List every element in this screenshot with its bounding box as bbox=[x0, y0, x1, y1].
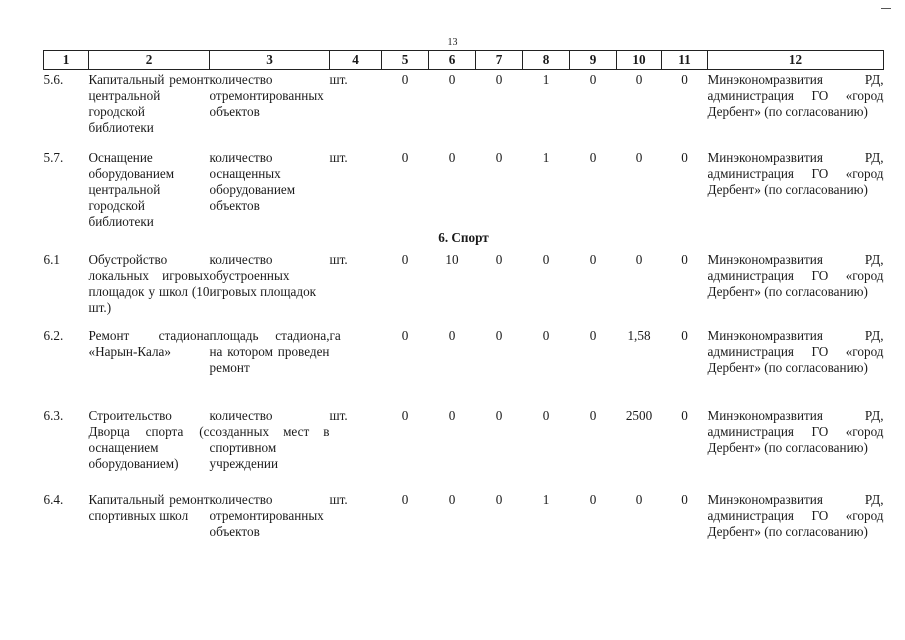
value-col-10: 0 bbox=[635, 72, 643, 87]
value-col-8: 1 bbox=[542, 150, 550, 165]
value-col-7: 0 bbox=[495, 150, 503, 165]
responsible: Минэкономразвития РД, администрация ГО «город Дербент» (по согласованию) bbox=[707, 252, 884, 299]
value-col-9: 0 bbox=[589, 252, 597, 267]
measure-name: Капитальный ремонт спортивных школ bbox=[88, 492, 210, 523]
header-row bbox=[44, 51, 884, 70]
value-col-10: 2500 bbox=[625, 408, 653, 423]
value-col-6: 0 bbox=[448, 492, 456, 507]
unit: га bbox=[329, 328, 341, 343]
responsible: Минэкономразвития РД, администрация ГО «город Дербент» (по согласованию) bbox=[707, 408, 884, 455]
table-row-6-2 bbox=[44, 326, 884, 406]
responsible: Минэкономразвития РД, администрация ГО «город Дербент» (по согласованию) bbox=[707, 72, 884, 119]
value-col-6: 0 bbox=[448, 328, 456, 343]
table-row-6-4 bbox=[44, 490, 884, 558]
value-col-5: 0 bbox=[401, 408, 409, 423]
value-col-7: 0 bbox=[495, 408, 503, 423]
header-col-4: 4 bbox=[330, 51, 382, 70]
value-col-11: 0 bbox=[681, 252, 688, 267]
value-col-9: 0 bbox=[589, 492, 597, 507]
value-col-11: 0 bbox=[681, 150, 688, 165]
header-col-6: 6 bbox=[429, 51, 476, 70]
value-col-11: 0 bbox=[681, 492, 688, 507]
value-col-10: 0 bbox=[635, 150, 643, 165]
measure-name: Обустройство локальных игровых площадок у школ (10 шт.) bbox=[88, 252, 210, 315]
value-col-7: 0 bbox=[495, 72, 503, 87]
row-number: 5.6. bbox=[43, 72, 64, 87]
unit: шт. bbox=[329, 150, 348, 165]
unit: шт. bbox=[329, 72, 348, 87]
value-col-10: 0 bbox=[635, 252, 643, 267]
header-col-5: 5 bbox=[382, 51, 429, 70]
value-col-9: 0 bbox=[589, 72, 597, 87]
header-col-3: 3 bbox=[210, 51, 330, 70]
value-col-11: 0 bbox=[681, 328, 688, 343]
measure-name: Капитальный ремонт центральной городской библиотеки bbox=[88, 72, 210, 135]
row-number: 6.4. bbox=[43, 492, 64, 507]
value-col-10: 0 bbox=[635, 492, 643, 507]
value-col-6: 0 bbox=[448, 72, 456, 87]
table-row-5-6 bbox=[44, 70, 884, 149]
row-number: 6.1 bbox=[43, 252, 60, 267]
scan-edge-mark bbox=[881, 0, 891, 9]
indicator: количество оснащенных оборудованием объектов bbox=[209, 150, 296, 213]
value-col-9: 0 bbox=[589, 408, 597, 423]
value-col-8: 0 bbox=[542, 408, 550, 423]
row-number: 6.3. bbox=[43, 408, 64, 423]
unit: шт. bbox=[329, 492, 348, 507]
header-col-11: 11 bbox=[662, 51, 708, 70]
header-col-1: 1 bbox=[44, 51, 89, 70]
indicator: количество созданных мест в спортивном учреждении bbox=[209, 408, 330, 471]
table-row-6-3 bbox=[44, 406, 884, 490]
row-number: 6.2. bbox=[43, 328, 64, 343]
value-col-6: 10 bbox=[445, 252, 459, 267]
responsible: Минэкономразвития РД, администрация ГО «город Дербент» (по согласованию) bbox=[707, 150, 884, 197]
value-col-9: 0 bbox=[589, 328, 597, 343]
unit: шт. bbox=[329, 408, 348, 423]
value-col-8: 1 bbox=[542, 492, 550, 507]
section-title: 6. Спорт bbox=[438, 230, 489, 245]
header-col-7: 7 bbox=[476, 51, 523, 70]
value-col-10: 1,58 bbox=[627, 328, 651, 343]
header-col-8: 8 bbox=[523, 51, 570, 70]
table-row-5-7 bbox=[44, 148, 884, 230]
value-col-8: 0 bbox=[542, 252, 550, 267]
value-col-7: 0 bbox=[495, 328, 503, 343]
value-col-5: 0 bbox=[401, 492, 409, 507]
header-col-9: 9 bbox=[570, 51, 617, 70]
indicator: количество обустроенных игровых площадок bbox=[209, 252, 317, 299]
value-col-5: 0 bbox=[401, 150, 409, 165]
value-col-9: 0 bbox=[589, 150, 597, 165]
responsible: Минэкономразвития РД, администрация ГО «город Дербент» (по согласованию) bbox=[707, 328, 884, 375]
header-col-2: 2 bbox=[89, 51, 210, 70]
value-col-6: 0 bbox=[448, 150, 456, 165]
measure-name: Ремонт стадиона «Нарын-Кала» bbox=[88, 328, 210, 359]
program-table bbox=[43, 50, 884, 558]
measure-name: Строительство Дворца спорта (с оснащением оборудованием) bbox=[88, 408, 210, 471]
section-row bbox=[44, 230, 884, 250]
row-number: 5.7. bbox=[43, 150, 64, 165]
value-col-11: 0 bbox=[681, 408, 688, 423]
value-col-5: 0 bbox=[401, 252, 409, 267]
value-col-8: 1 bbox=[542, 72, 550, 87]
value-col-7: 0 bbox=[495, 492, 503, 507]
value-col-11: 0 bbox=[681, 72, 688, 87]
indicator: количество отремонтированных объектов bbox=[209, 492, 324, 539]
indicator: количество отремонтированных объектов bbox=[209, 72, 324, 119]
responsible: Минэкономразвития РД, администрация ГО «город Дербент» (по согласованию) bbox=[707, 492, 884, 539]
page-number: 13 bbox=[447, 37, 458, 48]
value-col-5: 0 bbox=[401, 72, 409, 87]
table-row-6-1 bbox=[44, 250, 884, 326]
unit: шт. bbox=[329, 252, 348, 267]
indicator: площадь стадиона, на котором проведен ремонт bbox=[209, 328, 330, 375]
measure-name: Оснащение оборудованием центральной городской библиотеки bbox=[88, 150, 175, 229]
header-col-10: 10 bbox=[617, 51, 662, 70]
value-col-6: 0 bbox=[448, 408, 456, 423]
header-col-12: 12 bbox=[708, 51, 884, 70]
value-col-8: 0 bbox=[542, 328, 550, 343]
value-col-7: 0 bbox=[495, 252, 503, 267]
value-col-5: 0 bbox=[401, 328, 409, 343]
